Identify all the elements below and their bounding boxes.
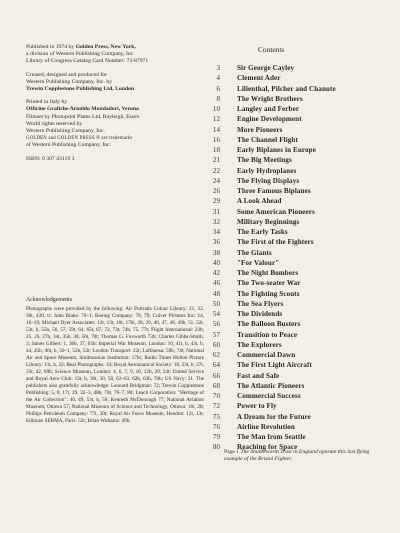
toc-item[interactable] — [205, 309, 395, 319]
toc-chapter-title: The Balloon Busters — [237, 320, 301, 329]
catalog-card-number: Library of Congress Catalog Card Number: 73-87971 — [26, 58, 149, 65]
toc-item[interactable] — [205, 401, 395, 411]
toc-page-number: 42 — [212, 269, 220, 277]
toc-page-number: 57 — [212, 330, 220, 339]
toc-item[interactable] — [205, 186, 395, 196]
toc-chapter-title: A Dream for the Future — [237, 412, 311, 421]
toc-page-number: 72 — [212, 402, 220, 411]
toc-item[interactable] — [205, 217, 395, 227]
toc-item[interactable] — [205, 289, 395, 299]
toc-item[interactable] — [205, 371, 395, 381]
toc-item[interactable] — [205, 299, 395, 309]
toc-item[interactable] — [205, 237, 395, 247]
toc-page-number: 48 — [212, 289, 220, 298]
toc-chapter-title: Early Hydroplanes — [237, 166, 297, 175]
toc-chapter-title: The Night Bombers — [237, 269, 299, 277]
toc-item[interactable] — [205, 412, 395, 422]
toc-item[interactable] — [205, 350, 395, 360]
toc-page-number: 66 — [212, 371, 220, 380]
toc-page-number: 12 — [212, 115, 220, 124]
toc-chapter-title: The Early Tasks — [237, 228, 288, 236]
toc-page-number: 10 — [212, 105, 220, 113]
toc-page-number: 21 — [212, 156, 220, 165]
toc-item[interactable] — [205, 166, 395, 176]
caption-text: The Shuttleworth Trust in England operate this last flying example of the Bristol Fighter. — [224, 449, 370, 463]
producer-name: Trewin Copplestone Publishing Ltd, London — [26, 86, 135, 93]
toc-chapter-title: The Sea Flyers — [237, 299, 284, 308]
toc-page-number: 46 — [212, 279, 220, 288]
toc-page-number: 32 — [212, 217, 220, 226]
toc-page-number: 38 — [212, 248, 220, 257]
toc-chapter-title: The Flying Displays — [237, 176, 300, 185]
toc-chapter-title: Commercial Dawn — [237, 351, 296, 359]
toc-chapter-title: The Explorers — [237, 340, 282, 349]
toc-item[interactable] — [205, 155, 395, 165]
toc-chapter-title: Early Biplanes in Europe — [237, 146, 316, 154]
toc-item[interactable] — [205, 278, 395, 288]
toc-item[interactable] — [205, 432, 395, 442]
trademark-notice: GOLDEN and GOLDEN PRESS ® are trademarks — [26, 136, 133, 142]
toc-item[interactable] — [205, 381, 395, 391]
toc-page-number: 18 — [212, 146, 220, 154]
toc-item[interactable] — [205, 104, 395, 114]
toc-page-number: 4 — [216, 74, 220, 83]
toc-page-number: 68 — [212, 381, 220, 390]
toc-chapter-title: The Big Meetings — [237, 156, 292, 165]
toc-page-number: 24 — [212, 176, 220, 185]
toc-page-number: 60 — [212, 340, 220, 349]
toc-page-number: 6 — [216, 84, 220, 93]
toc-chapter-title: The Man from Seattle — [237, 433, 306, 441]
toc-item[interactable] — [205, 422, 395, 432]
toc-chapter-title: Fast and Safe — [237, 371, 280, 380]
toc-chapter-title: The Channel Flight — [237, 135, 298, 144]
toc-item[interactable] — [205, 207, 395, 217]
toc-page-number: 22 — [212, 166, 220, 175]
toc-page-number: 3 — [216, 64, 220, 72]
toc-page-number: 29 — [212, 197, 220, 206]
toc-page-number: 8 — [216, 94, 220, 103]
toc-item[interactable] — [205, 63, 395, 73]
toc-page-number: 64 — [212, 361, 220, 370]
caption-prefix: Page 1 — [224, 449, 241, 455]
publication-info — [26, 44, 204, 66]
published-line: Published in 1974 by Golden Press, New York, — [26, 44, 136, 50]
toc-chapter-title: Commercial Success — [237, 392, 301, 400]
toc-chapter-title: The Giants — [237, 248, 272, 257]
toc-item[interactable] — [205, 319, 395, 329]
toc-chapter-title: Power to Fly — [237, 402, 277, 411]
toc-chapter-title: The Fighting Scouts — [237, 289, 300, 298]
toc-item[interactable] — [205, 84, 395, 94]
toc-page-number: 34 — [212, 228, 220, 236]
toc-page-number: 76 — [212, 422, 220, 431]
toc-item[interactable] — [205, 391, 395, 401]
toc-item[interactable] — [205, 114, 395, 124]
printer-name: Officine Grafiche Arnoldo Mondadori, Verona — [26, 106, 139, 113]
printing-info: Printed in Italy by Officine Grafiche Arnoldo Mondadori, Verona Filmset by Photoprint Plates Ltd, Rayleigh, Essex World rights reserved by Western Publishing Company, Inc. GOLDEN and GOLDEN PRESS ® are trademarks of Western Publishing Company, Inc. — [26, 99, 204, 149]
contents-title: Contents — [258, 45, 285, 54]
toc-page-number: 40 — [212, 258, 220, 267]
contents-list — [205, 63, 395, 453]
toc-chapter-title: "For Valour" — [237, 258, 280, 267]
publisher-division: a division of Western Publishing Company, Inc. — [26, 51, 135, 58]
toc-item[interactable] — [205, 258, 395, 268]
toc-page-number: 14 — [212, 125, 220, 134]
toc-chapter-title: Three Famous Biplanes — [237, 187, 311, 195]
toc-chapter-title: Engine Development — [237, 115, 302, 124]
toc-item[interactable] — [205, 227, 395, 237]
toc-chapter-title: Sir George Cayley — [237, 64, 295, 72]
toc-page-number: 31 — [212, 207, 220, 216]
toc-chapter-title: Langley and Ferber — [237, 105, 300, 113]
toc-chapter-title: Airline Revolution — [237, 422, 295, 431]
toc-page-number: 54 — [212, 310, 220, 318]
acknowledgements-heading: Acknowledgements — [26, 297, 73, 303]
isbn: ISBN: 0 307 43119 3 — [26, 155, 75, 162]
toc-item[interactable] — [205, 248, 395, 258]
toc-page-number: 50 — [212, 299, 220, 308]
toc-item[interactable] — [205, 125, 395, 135]
toc-item[interactable] — [205, 94, 395, 104]
toc-page-number: 56 — [212, 320, 220, 329]
toc-chapter-title: The First Light Aircraft — [237, 361, 312, 370]
toc-chapter-title: Clement Ader — [237, 74, 281, 83]
toc-chapter-title: The Wright Brothers — [237, 94, 303, 103]
production-info: Created, designed and produced for Western Publishing Company, Inc. by Trewin Copplestone Publishing Ltd, London — [26, 72, 204, 94]
toc-chapter-title: A Look Ahead — [237, 197, 282, 206]
toc-item[interactable] — [205, 330, 395, 340]
toc-chapter-title: Some American Pioneers — [237, 207, 315, 216]
toc-page-number: 16 — [212, 135, 220, 144]
toc-page-number: 79 — [212, 433, 220, 441]
toc-page-number: 26 — [212, 187, 220, 195]
toc-chapter-title: Military Beginnings — [237, 217, 300, 226]
toc-item[interactable] — [205, 145, 395, 155]
acknowledgements — [26, 297, 204, 425]
toc-chapter-title: The First of the Fighters — [237, 238, 314, 247]
toc-page-number: 70 — [212, 392, 220, 400]
imprint — [26, 44, 204, 169]
publisher-name: Golden Press, New York, — [75, 44, 136, 50]
toc-item[interactable] — [205, 360, 395, 370]
toc-chapter-title: More Pioneers — [237, 125, 283, 134]
toc-page-number: 62 — [212, 351, 220, 359]
toc-page-number: 36 — [212, 238, 220, 247]
toc-item[interactable] — [205, 176, 395, 186]
toc-item[interactable] — [205, 73, 395, 83]
toc-item[interactable] — [205, 196, 395, 206]
toc-item[interactable] — [205, 268, 395, 278]
acknowledgements-text: Photographs were provided by the following: Air Portraits Colour Library: 21, 32, 36t, 43tl, tr; John Blake: 70–1; Boeing Company: 78, 79; Culver Pictures Inc: 14, 16–19; Michael Dyer Associates: 12t, 13t, 16t, 17bl, 28, 29, 40, 47, 48, 49b, 51, 52t, 53t, b, 55b, 56, 57, 59t, 64, 65t, 67, 72, 73t, 74b, 75, 77t; Flight International: 23b, 25, 26, 27b, 34t, 35b, 38, 56t, 70t; Thomas G. Foxworth 73b; Charles Gibbs-Smith: 3; James Gilbert: 1, 36b, 37, 63b; Imperial War Museum, London: 10, 41t, b, 43t, b, 44, 45b, 46t, b, 50–1, 52b, 53t; London Transport: 22t; Lufthansa: 59b, 74t; National Air and Space Museum, Smithsonian Institution: 17br; Radio Times Hulton Picture Library: 11t, b, 22; Real Photographs: 34; Royal Aeronautical Society: 18, 23t, b, 27t, 33t, 42, 69b; Science Museum, London: 4, 6, 7, 9, 10, 12b, 20, 24t; United Service and Royal Aero Club: 13t, b, 30t, 30, 58, 62–63, 62b, 63b, 70b; US Navy: 31. The publishers also gratefully acknowledge: Leonard Bridgman: 72; Trewin Copplestone Publishing: 5, 8, 17t, 29, 32–3, 48b, 70t, 76–7, 80; Leach Corporation: "Heritage of the Air Collection": 40, 49, 53t, b, 56; Kenneth McDonough 77; National Aviation Museum, Ottawa 57; National Museum of Science and Technology, Ottawa: 16t, 28; Phillips Petroleum Company: 77t, 30t; Royal Air Force Museum, Hendon: 12t, 13t; Editions SERMA, Paris: 52t; Brian Withams: 49b. — [26, 306, 204, 424]
toc-item[interactable] — [205, 135, 395, 145]
toc-page-number: 80 — [212, 443, 220, 452]
toc-chapter-title: Reaching for Space — [237, 443, 298, 452]
toc-item[interactable] — [205, 340, 395, 350]
frontispiece-caption — [224, 449, 384, 464]
toc-chapter-title: The Atlantic Pioneers — [237, 381, 305, 390]
toc-chapter-title: The Two-seater War — [237, 279, 301, 288]
toc-page-number: 75 — [212, 412, 220, 421]
toc-chapter-title: Lilienthal, Pilcher and Chanute — [237, 84, 336, 93]
toc-chapter-title: The Dividends — [237, 310, 283, 318]
toc-chapter-title: Transition to Peace — [237, 330, 298, 339]
